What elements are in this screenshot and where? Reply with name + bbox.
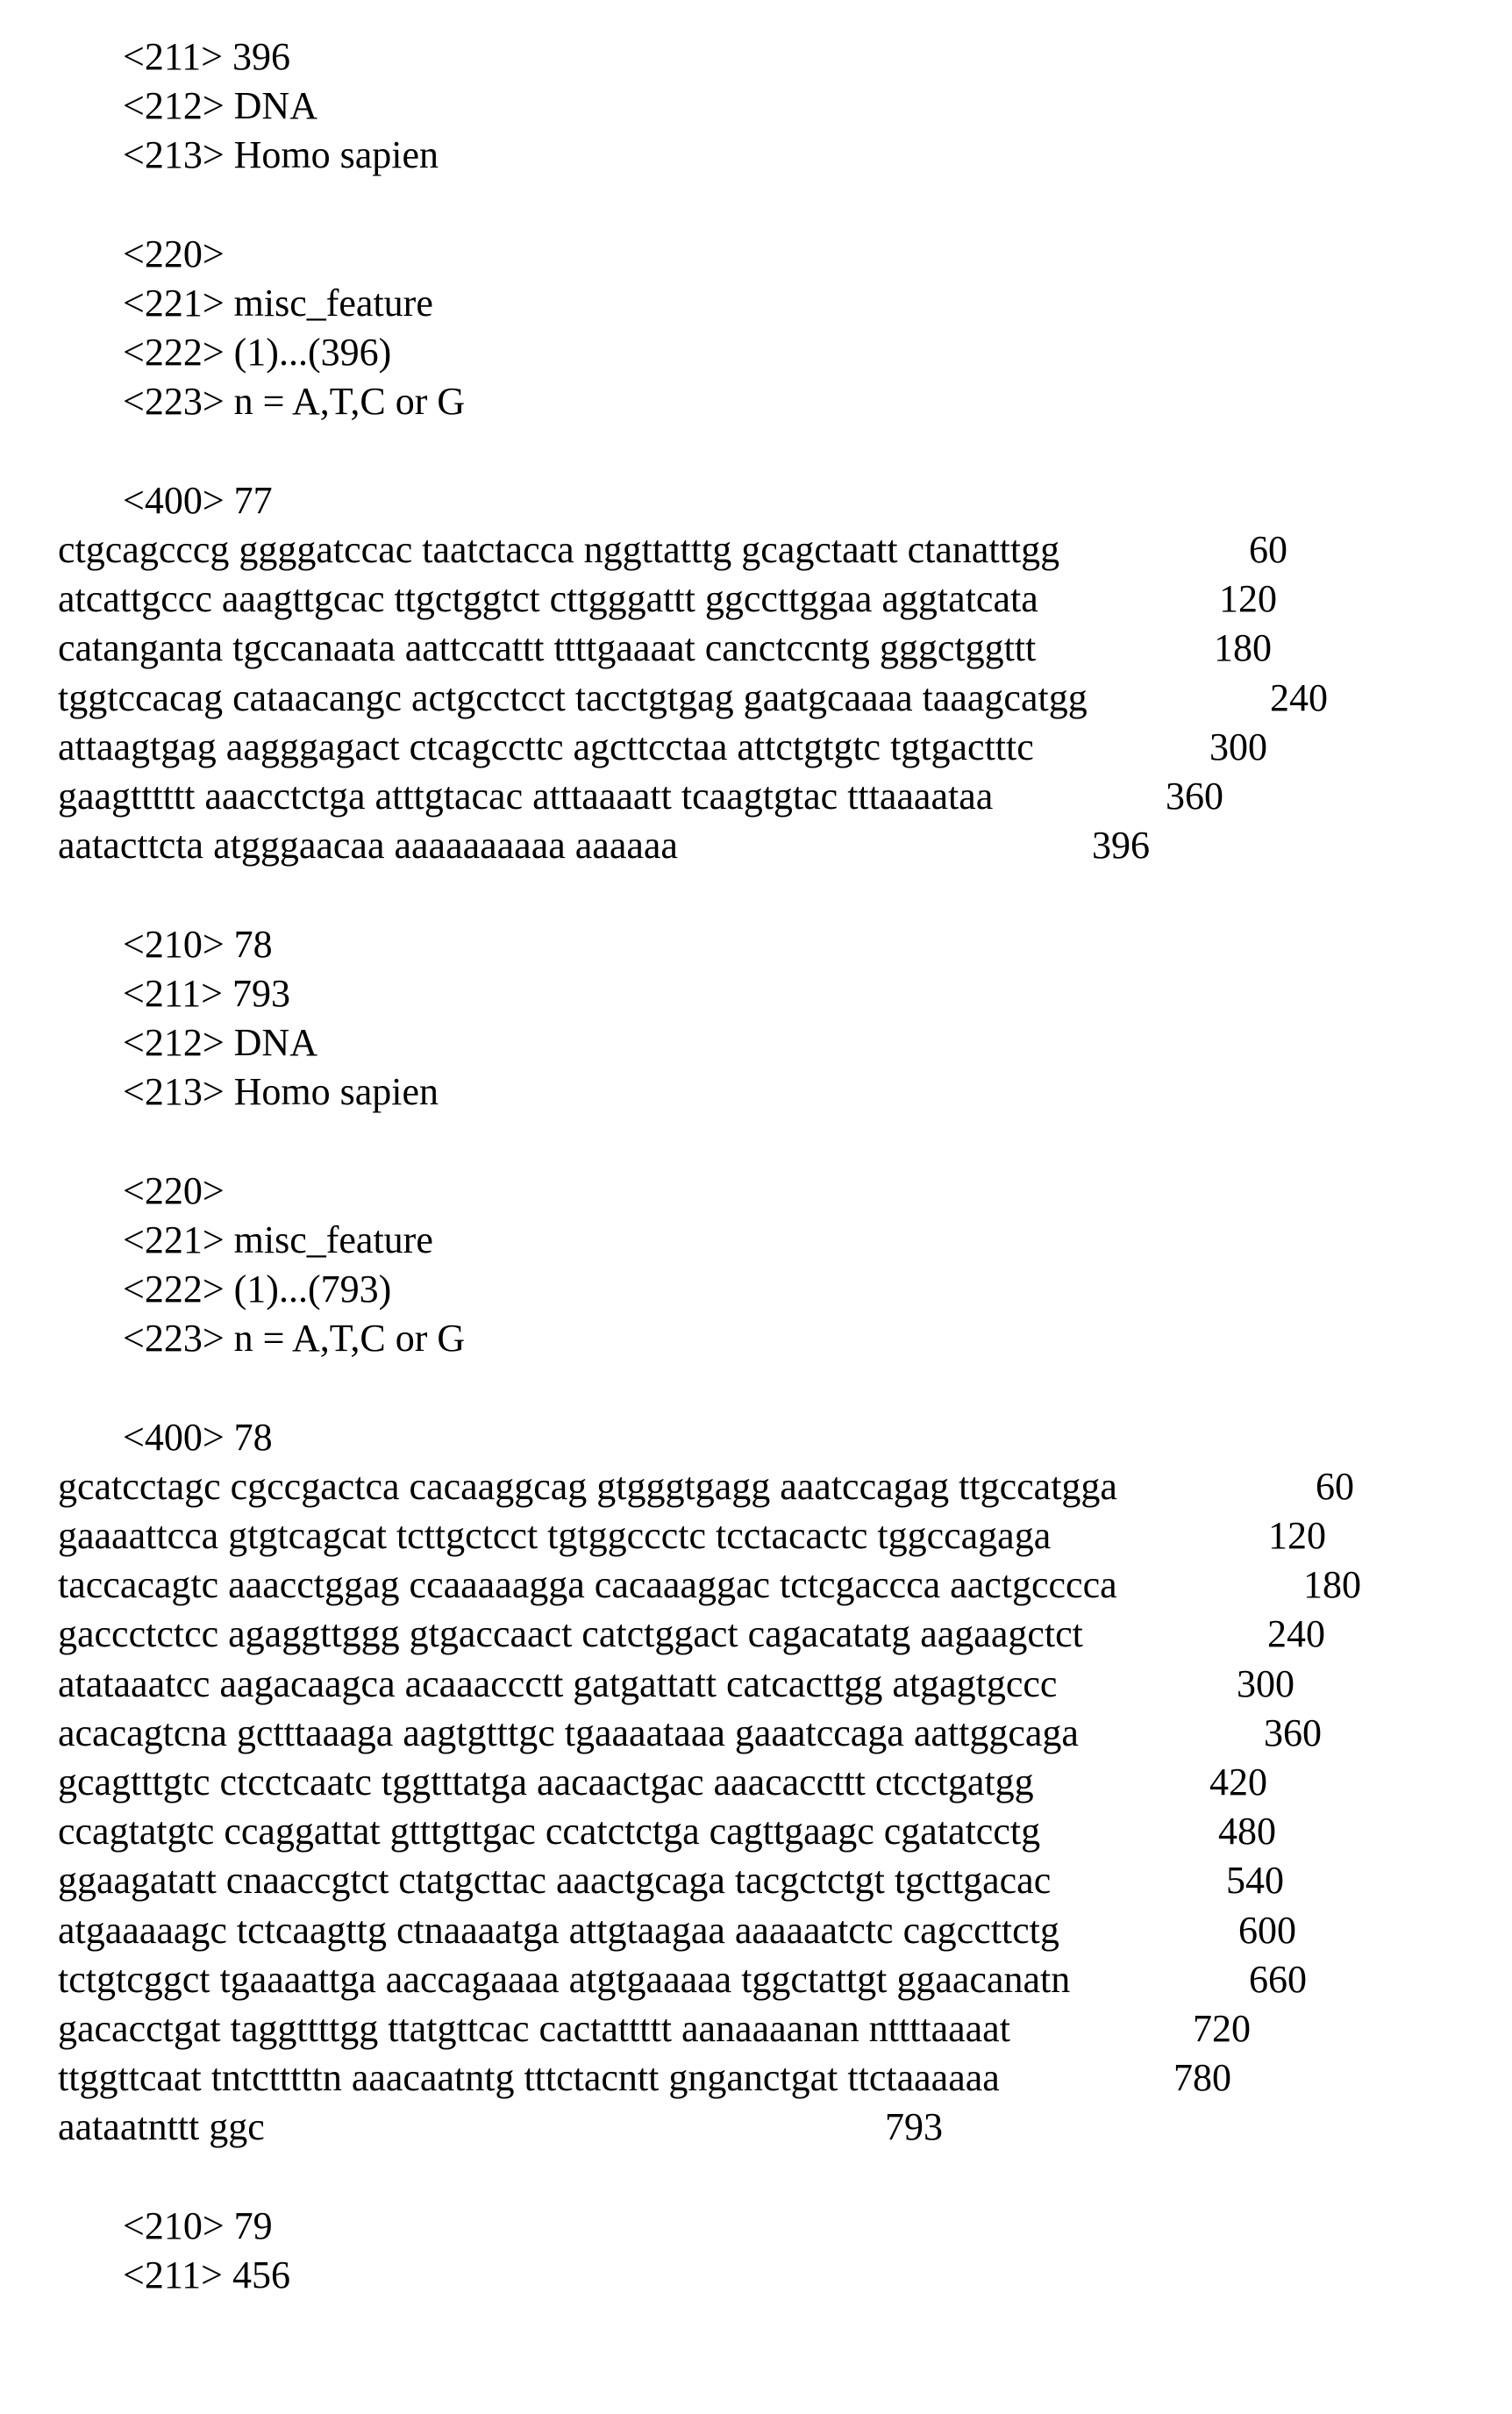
sequence-line: catanganta tgccanaata aattccattt ttttgaaaat canctccntg gggctggttt [58, 624, 1036, 673]
field-value: (1)...(793) [234, 1268, 392, 1311]
field-value: n = A,T,C or G [234, 380, 466, 423]
sequence-line: atgaaaaagc tctcaagttg ctnaaaatga attgtaagaa aaaaaatctc cagccttctg [58, 1906, 1059, 1955]
sequence-position-number: 660 [1249, 1955, 1307, 2004]
field-tag: <220> [123, 232, 225, 275]
sequence-line: tctgtcggct tgaaaattga aaccagaaaa atgtgaaaaa tggctattgt ggaacanatn [58, 1955, 1070, 2004]
sequence-field-210 [123, 2202, 273, 2251]
sequence-line: aatacttcta atgggaacaa aaaaaaaaaa aaaaaa [58, 821, 678, 870]
sequence-line: ctgcagcccg ggggatccac taatctacca nggttatttg gcagctaatt ctanatttgg [58, 525, 1059, 575]
sequence-field-212 [123, 1018, 317, 1068]
field-value: 79 [234, 2204, 273, 2247]
sequence-position-number: 120 [1268, 1511, 1326, 1561]
field-tag: <223> [123, 380, 225, 423]
field-tag: <212> [123, 1021, 225, 1064]
sequence-position-number: 420 [1209, 1758, 1267, 1807]
field-tag: <213> [123, 1070, 225, 1113]
field-tag: <211> [123, 2253, 223, 2296]
sequence-position-number: 300 [1237, 1660, 1294, 1709]
field-value: misc_feature [234, 282, 433, 325]
field-value: (1)...(396) [234, 331, 392, 374]
sequence-line: atataaatcc aagacaagca acaaaccctt gatgattatt catcacttgg atgagtgccc [58, 1660, 1057, 1709]
sequence-position-number: 60 [1316, 1462, 1354, 1511]
field-value: DNA [234, 84, 317, 127]
field-value: 396 [232, 35, 290, 78]
sequence-position-number: 300 [1209, 723, 1267, 772]
sequence-line: gcagtttgtc ctcctcaatc tggtttatga aacaactgac aaacaccttt ctcctgatgg [58, 1758, 1034, 1807]
sequence-line: ttggttcaat tntctttttn aaacaatntg tttctacntt gnganctgat ttctaaaaaa [58, 2053, 1000, 2103]
field-tag: <223> [123, 1317, 225, 1360]
field-value: 77 [234, 479, 273, 522]
sequence-position-number: 540 [1226, 1856, 1284, 1905]
sequence-line: acacagtcna gctttaaaga aagtgtttgc tgaaaataaa gaaatccaga aattggcaga [58, 1709, 1079, 1758]
sequence-field-220 [123, 230, 234, 279]
sequence-position-number: 360 [1264, 1709, 1322, 1758]
field-tag: <212> [123, 84, 225, 127]
sequence-field-221 [123, 279, 433, 328]
sequence-position-number: 180 [1303, 1561, 1361, 1610]
sequence-line: taccacagtc aaacctggag ccaaaaagga cacaaaggac tctcgaccca aactgcccca [58, 1561, 1117, 1610]
sequence-field-211 [123, 2251, 290, 2300]
sequence-line: ggaagatatt cnaaccgtct ctatgcttac aaactgcaga tacgctctgt tgcttgacac [58, 1856, 1051, 1905]
field-tag: <210> [123, 923, 225, 966]
sequence-field-211 [123, 32, 290, 82]
sequence-line: gaagtttttt aaacctctga atttgtacac atttaaaatt tcaagtgtac tttaaaataa [58, 772, 993, 821]
sequence-line: attaagtgag aagggagact ctcagccttc agcttcctaa attctgtgtc tgtgactttc [58, 723, 1034, 772]
field-value: DNA [234, 1021, 317, 1064]
sequence-line: gacacctgat taggttttgg ttatgttcac cactattttt aanaaaanan nttttaaaat [58, 2004, 1010, 2053]
sequence-field-212 [123, 82, 317, 131]
sequence-line: atcattgccc aaagttgcac ttgctggtct cttgggattt ggccttggaa aggtatcata [58, 575, 1038, 624]
field-tag: <211> [123, 35, 223, 78]
sequence-field-221 [123, 1216, 433, 1265]
sequence-field-210 [123, 920, 273, 969]
field-tag: <221> [123, 1218, 225, 1261]
field-tag: <222> [123, 331, 225, 374]
sequence-field-223 [123, 1314, 465, 1363]
sequence-position-number: 793 [885, 2103, 943, 2152]
sequence-position-number: 120 [1219, 575, 1277, 624]
field-value: 78 [234, 923, 273, 966]
sequence-position-number: 360 [1166, 772, 1223, 821]
sequence-position-number: 720 [1193, 2004, 1251, 2053]
sequence-position-number: 60 [1249, 525, 1287, 575]
sequence-field-223 [123, 377, 465, 426]
field-value: n = A,T,C or G [234, 1317, 466, 1360]
sequence-field-213 [123, 1068, 439, 1117]
sequence-line: ccagtatgtc ccaggattat gtttgttgac ccatctctga cagttgaagc cgatatcctg [58, 1807, 1040, 1856]
sequence-position-number: 600 [1238, 1906, 1296, 1955]
sequence-field-220 [123, 1167, 234, 1216]
sequence-line: gaccctctcc agaggttggg gtgaccaact catctggact cagacatatg aagaagctct [58, 1610, 1083, 1659]
sequence-line: tggtccacag cataacangc actgcctcct tacctgtgag gaatgcaaaa taaagcatgg [58, 674, 1088, 723]
field-tag: <220> [123, 1169, 225, 1212]
field-value: 78 [234, 1416, 273, 1459]
sequence-field-211 [123, 969, 290, 1018]
field-value: 793 [232, 972, 290, 1015]
field-tag: <210> [123, 2204, 225, 2247]
sequence-position-number: 180 [1214, 624, 1272, 673]
sequence-field-400 [123, 1413, 273, 1462]
sequence-field-222 [123, 1265, 391, 1314]
sequence-field-222 [123, 328, 391, 377]
field-tag: <211> [123, 972, 223, 1015]
sequence-line: gaaaattcca gtgtcagcat tcttgctcct tgtggccctc tcctacactc tggccagaga [58, 1511, 1051, 1561]
field-tag: <400> [123, 1416, 225, 1459]
sequence-position-number: 240 [1267, 1610, 1325, 1659]
sequence-line: gcatcctagc cgccgactca cacaaggcag gtgggtgagg aaatccagag ttgccatgga [58, 1462, 1117, 1511]
sequence-position-number: 480 [1218, 1807, 1276, 1856]
sequence-position-number: 240 [1270, 674, 1328, 723]
sequence-position-number: 396 [1092, 821, 1150, 870]
sequence-field-213 [123, 131, 439, 180]
field-value: Homo sapien [234, 133, 439, 176]
field-value: Homo sapien [234, 1070, 439, 1113]
sequence-position-number: 780 [1173, 2053, 1231, 2103]
sequence-field-400 [123, 476, 273, 525]
field-tag: <213> [123, 133, 225, 176]
field-tag: <400> [123, 479, 225, 522]
field-tag: <221> [123, 282, 225, 325]
field-tag: <222> [123, 1268, 225, 1311]
sequence-line: aataatnttt ggc [58, 2103, 265, 2152]
field-value: 456 [232, 2253, 290, 2296]
field-value: misc_feature [234, 1218, 433, 1261]
